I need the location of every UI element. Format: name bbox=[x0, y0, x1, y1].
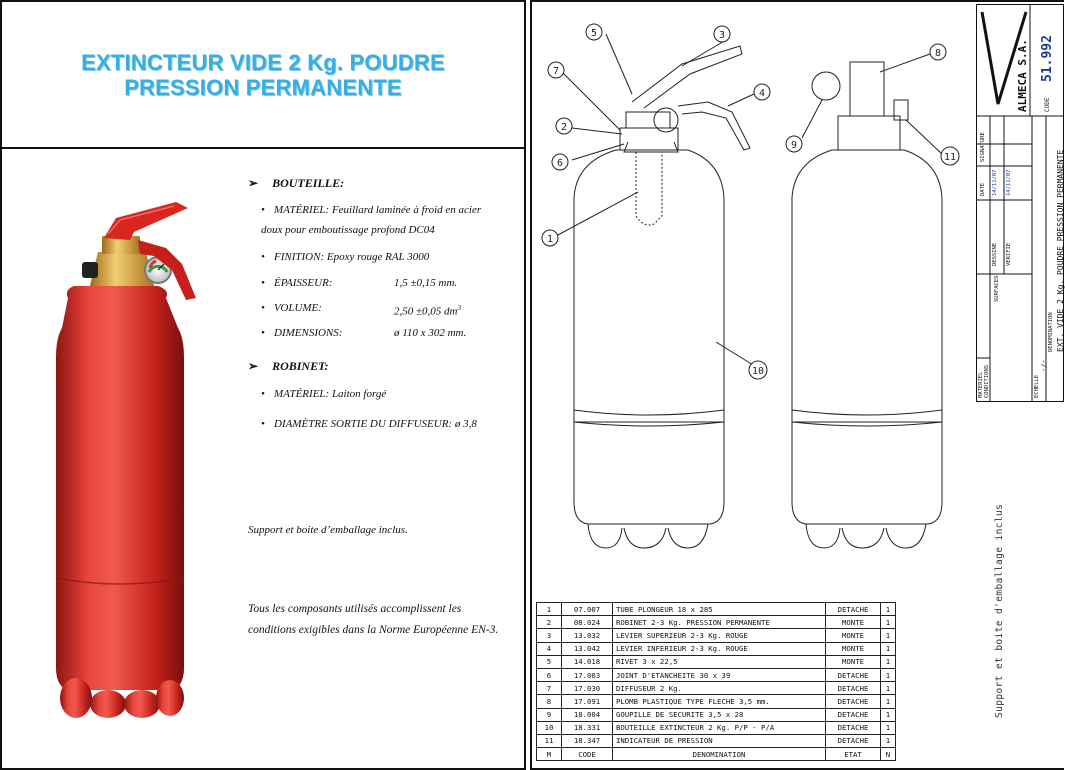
dessine-label: DESSINE bbox=[992, 242, 998, 266]
signature-label: SIGNATURE bbox=[980, 132, 986, 162]
svg-text:11: 11 bbox=[943, 152, 957, 163]
bom-cell-den: GOUPILLE DE SECURITE 3,5 x 28 bbox=[613, 708, 826, 721]
svg-text:2: 2 bbox=[560, 122, 568, 133]
spec-epaisseur: • ÉPAISSEUR: bbox=[261, 277, 333, 289]
callout-3 bbox=[714, 26, 730, 42]
company-name: ALMECA S.A. bbox=[1016, 39, 1029, 112]
bom-cell-etat: MONTE bbox=[826, 629, 881, 642]
verifie-label: VERIFIE bbox=[1006, 242, 1012, 266]
cylinder-body-left bbox=[574, 150, 724, 422]
note-composants-2: conditions exigibles dans la Norme Européenne EN-3. bbox=[248, 624, 499, 636]
spec-robinet-materiel: • MATÉRIEL: Laiton forgé bbox=[261, 388, 387, 400]
svg-text:8: 8 bbox=[934, 48, 942, 59]
spec-dimensions-value: ø 110 x 302 mm. bbox=[394, 327, 467, 339]
bom-cell-code: 13.032 bbox=[562, 629, 613, 642]
bom-row bbox=[537, 695, 896, 708]
svg-text:6: 6 bbox=[556, 158, 564, 169]
bom-cell-q: 1 bbox=[881, 695, 896, 708]
product-sheet bbox=[0, 0, 526, 770]
bom-cell-code: 18.347 bbox=[562, 734, 613, 747]
bom-cell-q: 1 bbox=[881, 616, 896, 629]
bom-cell-den: ROBINET 2-3 Kg. PRESSION PERMANENTE bbox=[613, 616, 826, 629]
bom-cell-den: PLOMB PLASTIQUE TYPE FLECHE 3,5 mm. bbox=[613, 695, 826, 708]
callout-11 bbox=[941, 147, 959, 165]
callout-10 bbox=[749, 361, 767, 379]
bom-cell-etat: MONTE bbox=[826, 642, 881, 655]
bill-of-materials bbox=[536, 602, 896, 761]
bom-cell-code: 17.091 bbox=[562, 695, 613, 708]
bom-cell-n: 5 bbox=[537, 655, 562, 668]
svg-text:9: 9 bbox=[790, 140, 798, 151]
bom-cell-code: 14.018 bbox=[562, 655, 613, 668]
bom-header-row bbox=[537, 748, 896, 761]
bom-cell-code: 18.004 bbox=[562, 708, 613, 721]
bom-cell-n: 2 bbox=[537, 616, 562, 629]
bom-cell-etat: DETACHE bbox=[826, 695, 881, 708]
bom-row bbox=[537, 629, 896, 642]
echelle-value: -/- bbox=[1040, 359, 1048, 372]
bom-cell-code: 18.331 bbox=[562, 721, 613, 734]
bom-cell-q: 1 bbox=[881, 668, 896, 681]
bom-cell-den: LEVIER INFERIEUR 2-3 Kg. ROUGE bbox=[613, 642, 826, 655]
bom-cell-etat: MONTE bbox=[826, 616, 881, 629]
bom-row bbox=[537, 734, 896, 747]
bom-row bbox=[537, 708, 896, 721]
svg-text:7: 7 bbox=[552, 66, 560, 77]
bom-cell-n: 10 bbox=[537, 721, 562, 734]
spec-finition: • FINITION: Epoxy rouge RAL 3000 bbox=[261, 251, 430, 263]
spec-volume-value: 2,50 ±0,05 $dm^3$ bbox=[394, 304, 461, 318]
title-line-1: EXTINCTEUR VIDE 2 Kg. POUDRE bbox=[81, 49, 445, 75]
note-composants-1: Tous les composants utilisés accomplissent les bbox=[248, 603, 462, 615]
bom-row bbox=[537, 603, 896, 616]
bom-cell-q: 1 bbox=[881, 629, 896, 642]
bom-cell-q: 1 bbox=[881, 603, 896, 616]
robinet-heading: ➢ ROBINET: bbox=[248, 359, 329, 373]
bom-cell-etat: DETACHE bbox=[826, 682, 881, 695]
callout-6 bbox=[552, 154, 568, 170]
svg-text:3: 3 bbox=[718, 30, 726, 41]
bom-cell-etat: DETACHE bbox=[826, 603, 881, 616]
date-2: 14/11/07 bbox=[1006, 169, 1012, 196]
bom-row bbox=[537, 642, 896, 655]
code-value: 51.992 bbox=[1040, 35, 1055, 82]
bom-cell-q: 1 bbox=[881, 734, 896, 747]
bom-cell-den: BOUTEILLE EXTINCTEUR 2 Kg. P/P - P/A bbox=[613, 721, 826, 734]
denomination-label: DENOMINATION bbox=[1048, 312, 1054, 352]
bom-cell-den: INDICATEUR DE PRESSION bbox=[613, 734, 826, 747]
technical-drawing bbox=[532, 2, 976, 602]
bom-cell-code: 08.024 bbox=[562, 616, 613, 629]
bom-cell-q: 1 bbox=[881, 721, 896, 734]
bom-header-etat: ETAT bbox=[826, 748, 881, 761]
bom-cell-q: 1 bbox=[881, 682, 896, 695]
spec-materiel: • MATÉRIEL: Feuillard laminée à froid en acier bbox=[261, 204, 482, 216]
bom-header-q: N bbox=[881, 748, 896, 761]
materiel-label: MATERIEL bbox=[978, 371, 984, 398]
bom-cell-den: TUBE PLONGEUR 18 x 285 bbox=[613, 603, 826, 616]
bom-row bbox=[537, 721, 896, 734]
spec-diametre: • DIAMÈTRE SORTIE DU DIFFUSEUR: ø 3,8 bbox=[261, 418, 477, 430]
bom-cell-etat: DETACHE bbox=[826, 721, 881, 734]
bom-header-n: M bbox=[537, 748, 562, 761]
svg-text:5: 5 bbox=[590, 28, 598, 39]
bom-cell-n: 9 bbox=[537, 708, 562, 721]
bom-cell-den: LEVIER SUPERIEUR 2-3 Kg. ROUGE bbox=[613, 629, 826, 642]
bom-cell-code: 17.003 bbox=[562, 668, 613, 681]
extinguisher-photo bbox=[46, 198, 206, 718]
callout-4 bbox=[754, 84, 770, 100]
bom-row bbox=[537, 668, 896, 681]
bom-cell-code: 13.042 bbox=[562, 642, 613, 655]
title-line-2: PRESSION PERMANENTE bbox=[124, 74, 402, 100]
spec-materiel-2: doux pour emboutissage profond DC04 bbox=[261, 224, 435, 236]
spec-dimensions: • DIMENSIONS: bbox=[261, 327, 343, 339]
title-box bbox=[2, 2, 524, 149]
technical-drawing-sheet bbox=[530, 0, 1064, 770]
spec-epaisseur-value: 1,5 ±0,15 mm. bbox=[394, 277, 458, 289]
callout-2 bbox=[556, 118, 572, 134]
echelle-label: ECHELLE bbox=[1034, 374, 1040, 398]
callout-8 bbox=[930, 44, 946, 60]
bom-row bbox=[537, 682, 896, 695]
callout-1 bbox=[542, 230, 558, 246]
callout-7 bbox=[548, 62, 564, 78]
bom-cell-q: 1 bbox=[881, 655, 896, 668]
bom-header-den: DENOMINATION bbox=[613, 748, 826, 761]
bom-cell-n: 3 bbox=[537, 629, 562, 642]
conditions-label: CONDITIONS bbox=[984, 364, 990, 398]
bom-cell-etat: DETACHE bbox=[826, 708, 881, 721]
spec-volume: • VOLUME: bbox=[261, 302, 322, 314]
bom-cell-den: RIVET 3 x 22,5 bbox=[613, 655, 826, 668]
bom-cell-q: 1 bbox=[881, 642, 896, 655]
bom-cell-den: DIFFUSEUR 2 Kg. bbox=[613, 682, 826, 695]
bom-cell-code: 07.007 bbox=[562, 603, 613, 616]
svg-text:4: 4 bbox=[758, 88, 766, 99]
date-label: DATE bbox=[980, 182, 986, 196]
note-support: Support et boite d’emballage inclus. bbox=[248, 524, 408, 536]
bom-cell-n: 6 bbox=[537, 668, 562, 681]
bom-cell-n: 4 bbox=[537, 642, 562, 655]
svg-text:10: 10 bbox=[751, 366, 765, 377]
bom-cell-etat: DETACHE bbox=[826, 734, 881, 747]
bouteille-heading: ➢ BOUTEILLE: bbox=[248, 176, 345, 190]
date-1: 14/11/07 bbox=[992, 169, 998, 196]
bom-cell-den: JOINT D'ETANCHEITE 30 x 39 bbox=[613, 668, 826, 681]
side-note: Support et boite d'emballage inclus bbox=[994, 503, 1005, 718]
code-label: CODE bbox=[1044, 97, 1051, 112]
bom-row bbox=[537, 616, 896, 629]
callout-5 bbox=[586, 24, 602, 40]
callout-9 bbox=[786, 136, 802, 152]
bom-cell-n: 11 bbox=[537, 734, 562, 747]
bom-cell-n: 7 bbox=[537, 682, 562, 695]
svg-text:1: 1 bbox=[546, 234, 554, 245]
bom-cell-n: 8 bbox=[537, 695, 562, 708]
bom-cell-n: 1 bbox=[537, 603, 562, 616]
bom-cell-code: 17.030 bbox=[562, 682, 613, 695]
denomination-value: EXT. VIDE 2 Kg. POUDRE PRESSION PERMANENTE bbox=[1056, 149, 1065, 352]
cylinder-body-right bbox=[792, 150, 942, 422]
bom-row bbox=[537, 655, 896, 668]
bom-cell-q: 1 bbox=[881, 708, 896, 721]
bom-cell-etat: MONTE bbox=[826, 655, 881, 668]
bom-cell-etat: DETACHE bbox=[826, 668, 881, 681]
bom-header-code: CODE bbox=[562, 748, 613, 761]
surfaces-label: SURFACES bbox=[994, 275, 1000, 302]
